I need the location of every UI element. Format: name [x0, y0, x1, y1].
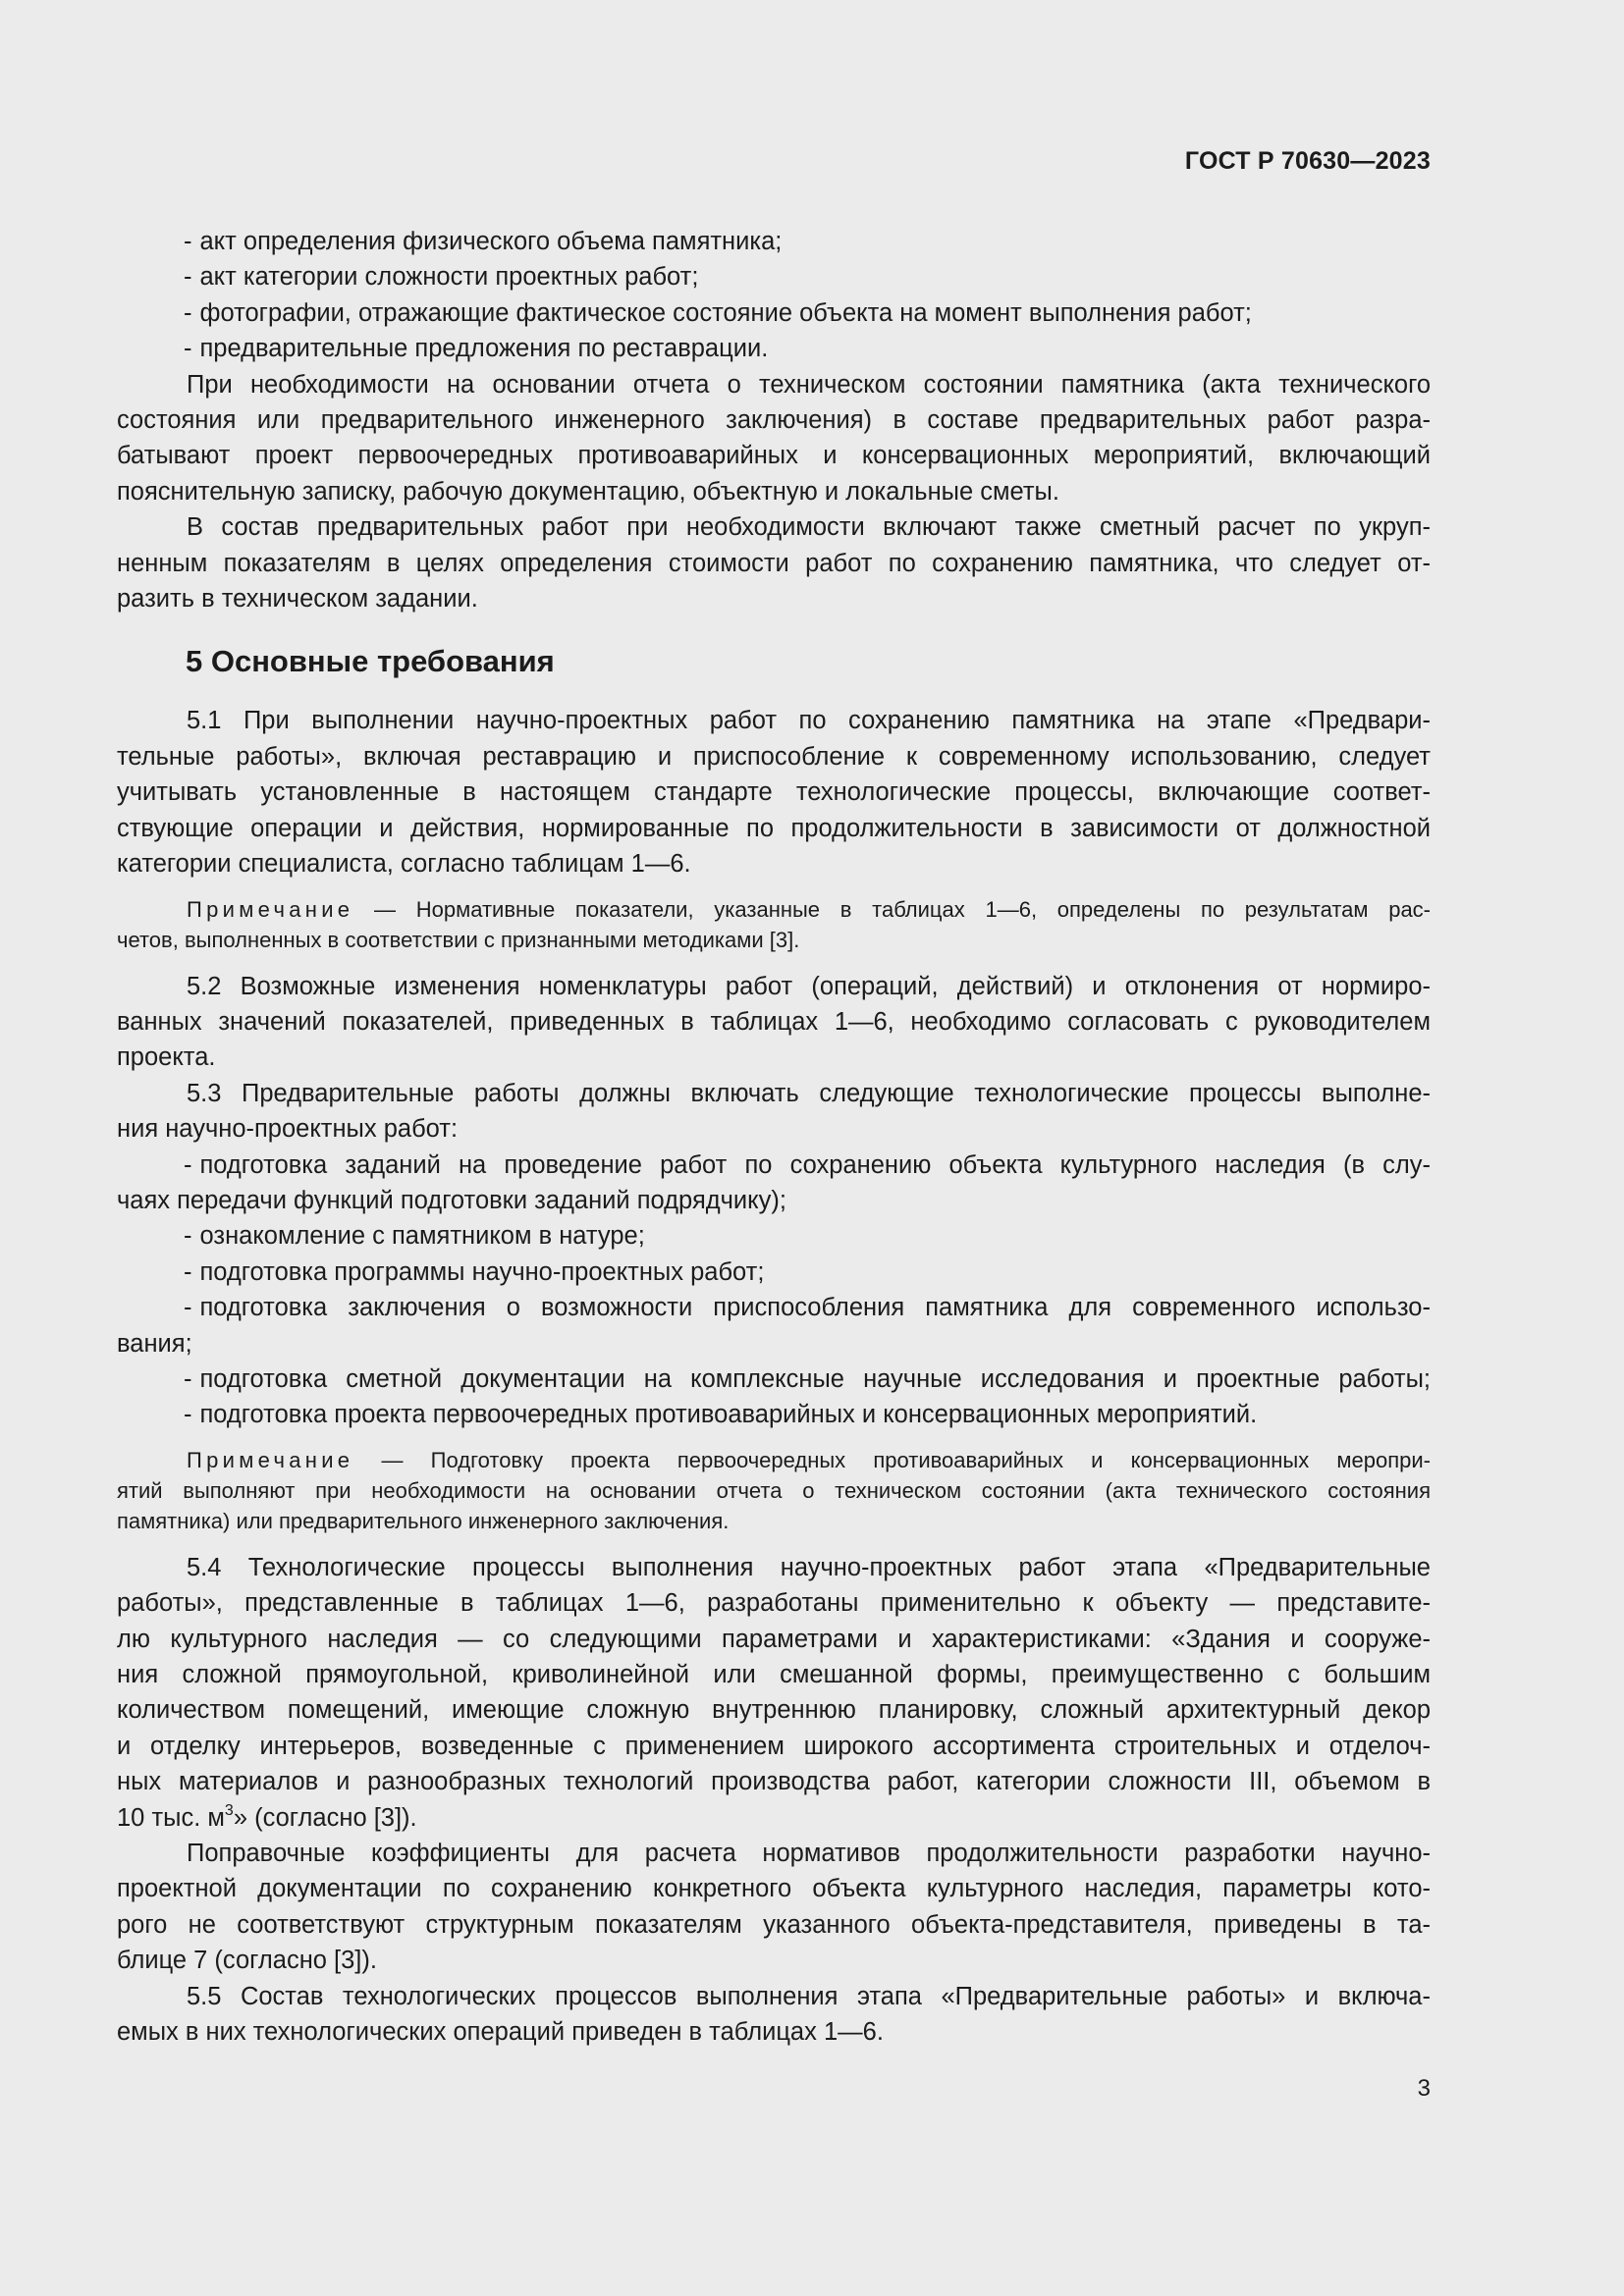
text-line: тельные работы», включая реставрацию и приспособление к современному использованию, следует [117, 742, 1431, 771]
list-item-continuation: вания; [117, 1329, 192, 1358]
note-line: Примечание — Нормативные показатели, указанные в таблицах 1—6, определены по результатам рас- [187, 896, 1431, 922]
bullet-list-processes [117, 1148, 1431, 1433]
bullet-list-documents [117, 224, 1431, 367]
text-line: 5.2 Возможные изменения номенклатуры работ (операций, действий) и отклонения от нормиро- [187, 972, 1431, 1000]
text-line: разить в техническом задании. [117, 585, 478, 614]
text-line: проектной документации по сохранению конкретного объекта культурного наследия, параметры кото- [117, 1875, 1431, 1903]
text-line: пояснительную записку, рабочую документацию, объектную и локальные сметы. [117, 477, 1059, 506]
note-label: Примечание [187, 1447, 354, 1472]
note-line: ятий выполняют при необходимости на основании отчета о техническом состоянии (акта технического состояния [117, 1477, 1431, 1503]
text-line: ненным показателям в целях определения стоимости работ по сохранению памятника, что следует от- [117, 549, 1431, 577]
document-number: ГОСТ Р 70630—2023 [1184, 147, 1431, 175]
text-line: ния сложной прямоугольной, криволинейной или смешанной формы, преимущественно с большим [117, 1661, 1431, 1688]
list-item: - предварительные предложения по реставрации. [184, 335, 769, 363]
list-item: - подготовка сметной документации на комплексные научные исследования и проектные работы; [184, 1364, 1431, 1393]
text-line: блице 7 (согласно [3]). [117, 1947, 377, 1975]
clause-5-5 [117, 1979, 1431, 2051]
text-line: количеством помещений, имеющие сложную внутреннюю планировку, сложный архитектурный декор [117, 1696, 1431, 1725]
text-line: 5.5 Состав технологических процессов выполнения этапа «Предварительные работы» и включа- [187, 1982, 1431, 2010]
text-line: работы», представленные в таблицах 1—6, разработаны применительно к объекту — представите- [117, 1589, 1431, 1618]
list-item: - подготовка заключения о возможности приспособления памятника для современного использо- [184, 1294, 1431, 1322]
text-line: ванных значений показателей, приведенных в таблицах 1—6, необходимо согласовать с руководителем [117, 1007, 1431, 1036]
list-item: - ознакомление с памятником в натуре; [184, 1222, 645, 1251]
text-line: ствующие операции и действия, нормированные по продолжительности в зависимости от должностной [117, 814, 1431, 842]
text-line: 5.4 Технологические процессы выполнения научно-проектных работ этапа «Предварительные [187, 1553, 1431, 1581]
text-line: лю культурного наследия — со следующими параметрами и характеристиками: «Здания и сооруже- [117, 1625, 1431, 1653]
list-item: - подготовка заданий на проведение работ по сохранению объекта культурного наследия (в слу- [184, 1150, 1431, 1179]
list-item: - акт категории сложности проектных работ; [184, 263, 699, 292]
text-line: 5.3 Предварительные работы должны включать следующие технологические процессы выполне- [187, 1079, 1431, 1107]
text-line: состояния или предварительного инженерного заключения) в составе предварительных работ разра- [117, 406, 1431, 435]
text-line: В состав предварительных работ при необходимости включают также сметный расчет по укруп- [187, 513, 1431, 542]
list-item: - подготовка программы научно-проектных работ; [184, 1257, 765, 1286]
paragraph-emergency-project [117, 367, 1431, 510]
text-line: 10 тыс. $м^3$» (согласно [3]). [117, 1801, 417, 1832]
note-1 [117, 894, 1431, 955]
clause-5-1 [117, 703, 1431, 881]
paragraph-estimate [117, 509, 1431, 616]
list-item: - акт определения физического объема памятника; [184, 228, 783, 255]
note-line: памятника) или предварительного инженерного заключения. [117, 1508, 730, 1533]
text-line: Поправочные коэффициенты для расчета нормативов продолжительности разработки научно- [187, 1840, 1431, 1868]
text-line: категории специалиста, согласно таблицам 1—6. [117, 850, 691, 879]
text-line: батывают проект первоочередных противоаварийных и консервационных мероприятий, включающий [117, 442, 1431, 470]
list-item: - фотографии, отражающие фактическое состояние объекта на момент выполнения работ; [184, 298, 1252, 327]
text-line: 5.1 При выполнении научно-проектных работ по сохранению памятника на этапе «Предвари- [187, 707, 1431, 735]
note-label: Примечание [187, 896, 354, 922]
clause-5-4 [117, 1550, 1431, 1836]
text-line: учитывать установленные в настоящем стандарте технологические процессы, включающие соответ- [117, 778, 1431, 807]
text-line: ния научно-проектных работ: [117, 1115, 459, 1144]
text-line: и отделку интерьеров, возведенные с применением широкого ассортимента строительных и отделоч- [117, 1732, 1431, 1760]
list-item: - подготовка проекта первоочередных противоаварийных и консервационных мероприятий. [184, 1401, 1258, 1429]
page-number: 3 [1417, 2075, 1431, 2102]
note-line: четов, выполненных в соответствии с признанными методиками [3]. [117, 927, 800, 952]
paragraph-coefficients [117, 1836, 1431, 1979]
page-content [117, 224, 1431, 2050]
text-line: При необходимости на основании отчета о техническом состоянии памятника (акта технического [187, 370, 1431, 399]
text-line: ных материалов и разнообразных технологий производства работ, категории сложности III, объемом в [117, 1768, 1431, 1796]
text-line: проекта. [117, 1043, 216, 1072]
clause-5-2 [117, 969, 1431, 1076]
clause-5-3 [117, 1076, 1431, 1148]
section-heading: 5 Основные требования [186, 644, 555, 679]
note-line: Примечание — Подготовку проекта первоочередных противоаварийных и консервационных меропри- [187, 1447, 1431, 1472]
list-item-continuation: чаях передачи функций подготовки заданий подрядчику); [117, 1186, 786, 1214]
text-line: рого не соответствуют структурным показателям указанного объекта-представителя, приведены в та- [117, 1910, 1431, 1939]
text-line: емых в них технологических операций приведен в таблицах 1—6. [117, 2018, 884, 2047]
note-2 [117, 1445, 1431, 1536]
